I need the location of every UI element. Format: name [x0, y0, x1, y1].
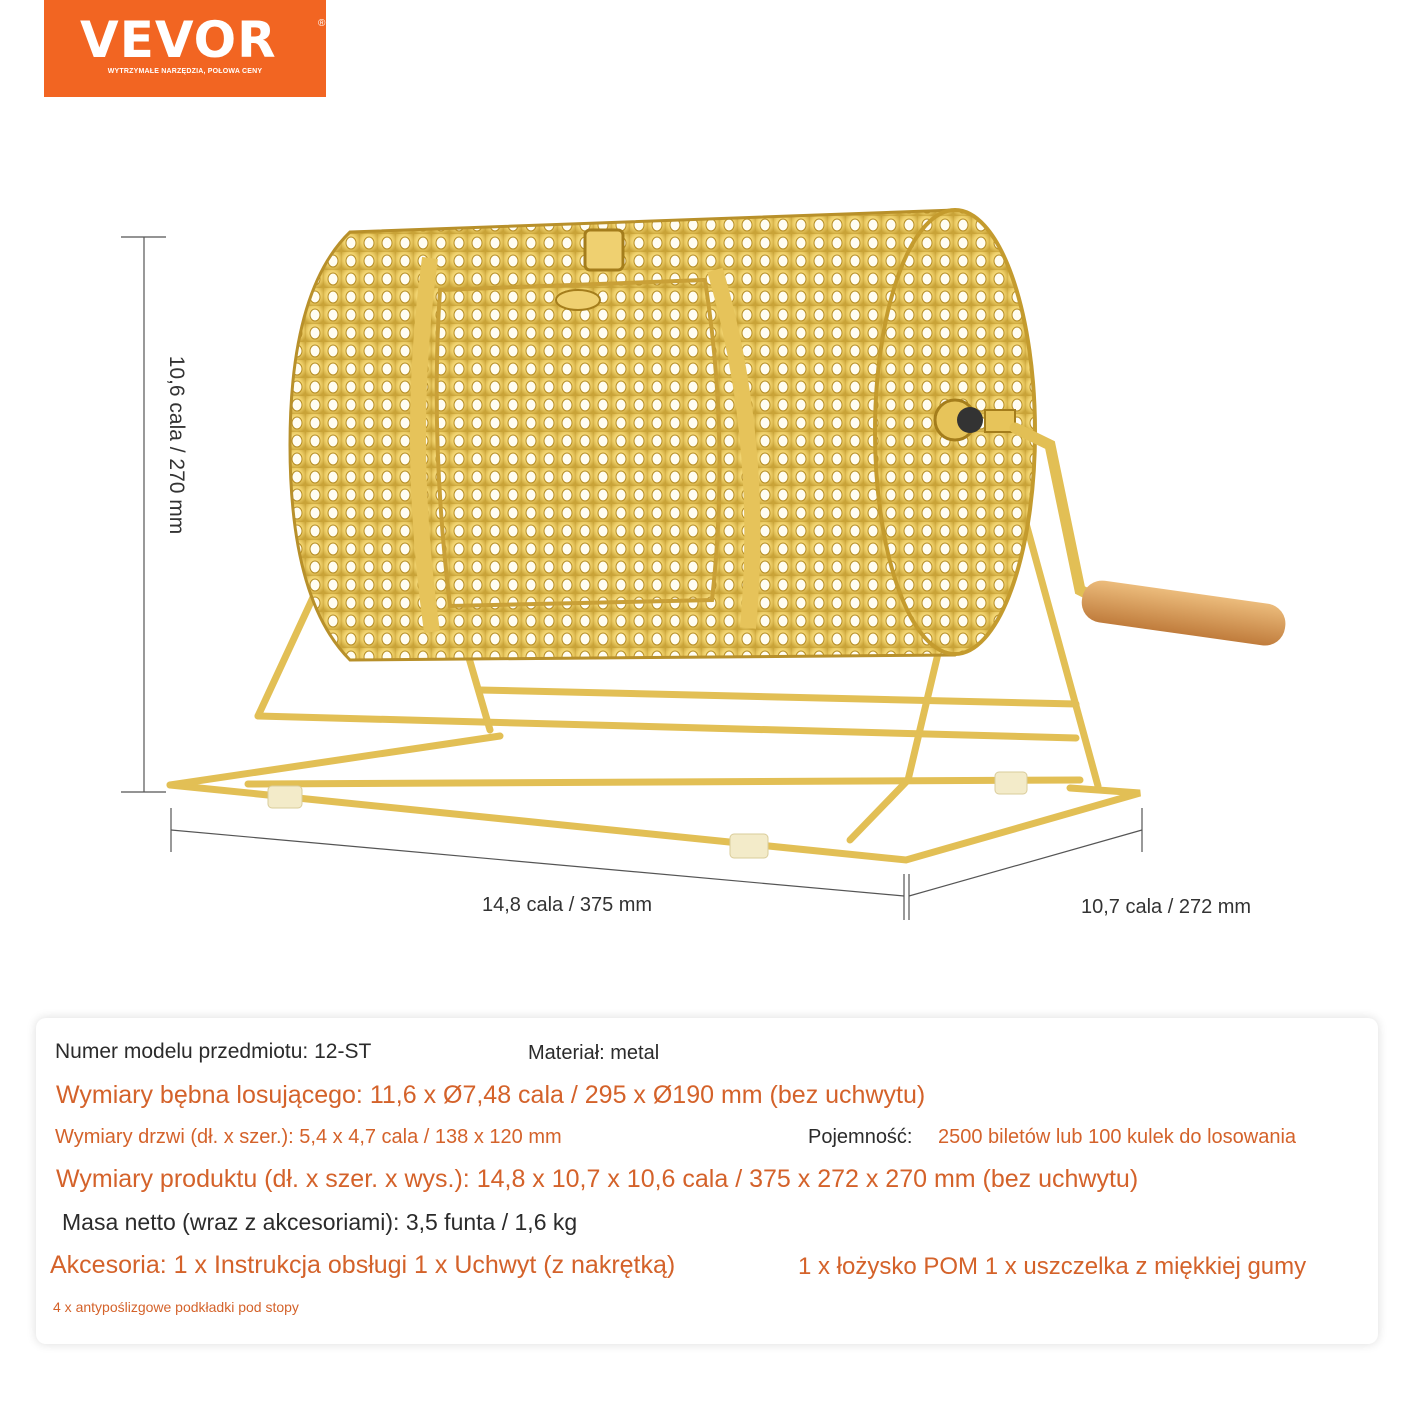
- spec-capacity-label: Pojemność:: [808, 1126, 913, 1148]
- spec-accessories-line-3: 4 x antypoślizgowe podkładki pod stopy: [53, 1299, 299, 1315]
- spec-net-weight: Masa netto (wraz z akcesoriami): 3,5 funta / 1,6 kg: [62, 1209, 578, 1235]
- spec-door-dimensions: Wymiary drzwi (dł. x szer.): 5,4 x 4,7 cala / 138 x 120 mm: [55, 1126, 562, 1148]
- spec-accessories-line-1: Akcesoria: 1 x Instrukcja obsługi 1 x Uchwyt (z nakrętką): [50, 1251, 676, 1279]
- width-dimension-label: 10,7 cala / 272 mm: [1081, 896, 1252, 918]
- specifications-panel: [36, 1018, 1378, 1344]
- spec-capacity-value: 2500 biletów lub 100 kulek do losowania: [938, 1126, 1297, 1148]
- drum: [290, 210, 1035, 660]
- logo-registered-mark: ®: [318, 18, 326, 29]
- spec-drum-dimensions: Wymiary bębna losującego: 11,6 x Ø7,48 cala / 295 x Ø190 mm (bez uchwytu): [56, 1081, 926, 1109]
- length-dimension-label: 14,8 cala / 375 mm: [482, 894, 653, 916]
- spec-accessories-line-2: 1 x łożysko POM 1 x uszczelka z miękkiej gumy: [798, 1253, 1307, 1280]
- spec-product-dimensions: Wymiary produktu (dł. x szer. x wys.): 14,8 x 10,7 x 10,6 cala / 375 x 272 x 270 mm (bez uchwytu): [56, 1165, 1139, 1193]
- height-dimension-label: 10,6 cala / 270 mm: [165, 355, 188, 535]
- logo-brand: VEVOR: [80, 11, 277, 69]
- spec-model-number: Numer modelu przedmiotu: 12-ST: [55, 1040, 372, 1063]
- logo-tagline: WYTRZYMAŁE NARZĘDZIA, POŁOWA CENY: [107, 68, 263, 75]
- spec-material: Materiał: metal: [528, 1042, 660, 1064]
